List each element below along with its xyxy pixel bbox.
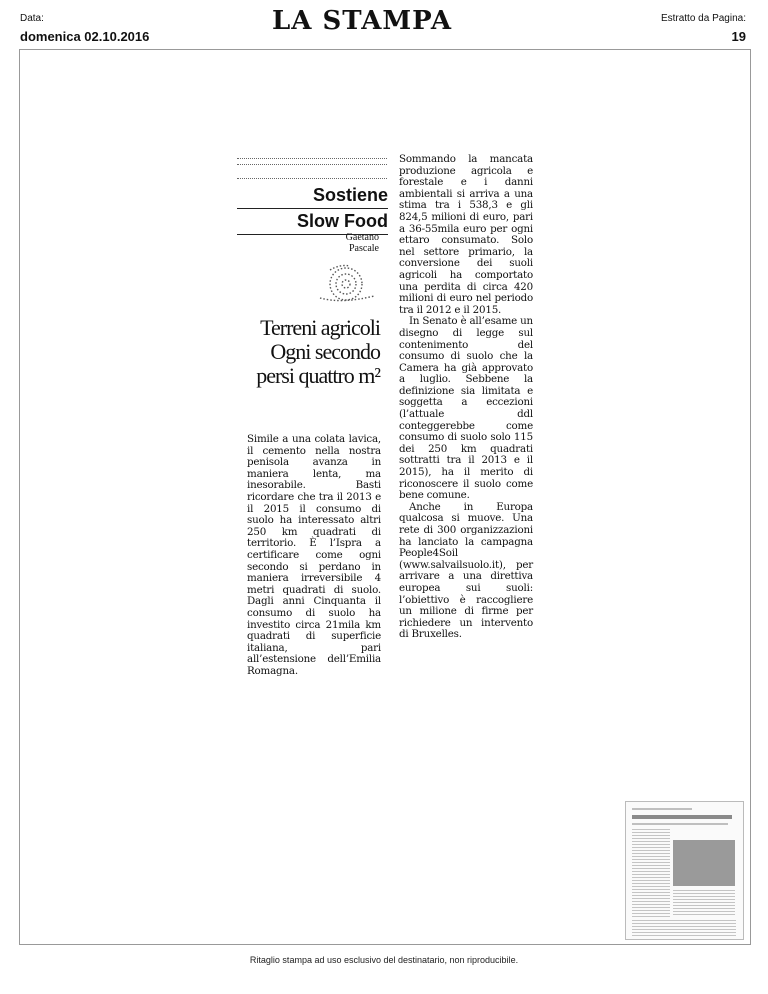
- thumbnail-text-line: [632, 823, 728, 825]
- thumbnail-column: [632, 920, 736, 936]
- dotted-rule: [237, 164, 387, 167]
- column-tag-line1: Sostiene: [237, 183, 388, 209]
- page-number: 19: [731, 29, 746, 44]
- article-paragraph: In Senato è all’esame un disegno di legge sul contenimento del consumo di suolo che la Camera ha già approvato a luglio. Sebbene la definizione sia limitata e soggetta a eccezioni (l’attuale ddl conteggerebbe come consumo di suolo solo 115 dei 250 km quadrati sottratti tra il 2013 e il 2015), ha il merito di riconoscere il suolo come bene comune.: [399, 315, 533, 502]
- page-label: Estratto da Pagina:: [660, 13, 746, 24]
- headline-line3: persi quattro m²: [256, 363, 380, 388]
- headline-line2: Ogni secondo: [270, 339, 380, 364]
- publication-date: domenica 02.10.2016: [20, 29, 150, 44]
- snail-icon: [312, 260, 382, 304]
- thumbnail-column: [673, 890, 735, 916]
- article-column-1: [247, 434, 381, 677]
- dotted-rule: [237, 178, 387, 181]
- page-thumbnail: [625, 801, 744, 940]
- column-tag-line2: Slow Food: [237, 209, 388, 235]
- date-label: Data:: [20, 13, 44, 24]
- article-headline: [237, 316, 380, 388]
- thumbnail-text-line: [632, 808, 692, 810]
- thumbnail-photo: [673, 840, 735, 886]
- column-tag: [237, 183, 388, 235]
- article-column-2: [399, 154, 533, 641]
- reproduction-notice: Ritaglio stampa ad uso esclusivo del destinatario, non riproducibile.: [249, 955, 519, 965]
- article-paragraph: Sommando la mancata produzione agricola e forestale e i danni ambientali si arriva a una stima tra i 538,3 e gli 824,5 milioni di euro, pari a 36-55mila euro per ogni ettaro consumato. Solo nel settore primario, la conversione dei suoli agricoli ha comportato una perdita di circa 420 milioni di euro nel periodo tra il 2012 e il 2015.: [399, 153, 533, 316]
- thumbnail-headline: [632, 815, 732, 819]
- article-paragraph: Simile a una colata lavica, il cemento nella nostra penisola avanza in maniera lenta, ma inesorabile. Basti ricordare che tra il 2013 e il 2015 il consumo di suolo ha interessato altri 250 km quadrati di territorio. È l’Ispra a certificare come ogni secondo si perdano in maniera irreversibile 4 metri quadrati di suolo. Dagli anni Cinquanta il consumo di suolo ha investito circa 21mila km quadrati di superficie italiana, pari all’estensione dell’Emilia Romagna.: [247, 433, 381, 677]
- newspaper-masthead: LA STAMPA: [272, 6, 452, 36]
- thumbnail-column: [632, 829, 670, 919]
- author-first-name: Gaetano: [345, 232, 379, 243]
- dotted-rule: [237, 158, 387, 161]
- article-paragraph: Anche in Europa qualcosa si muove. Una rete di 300 organizzazioni ha lanciato la campagna People4Soil (www.salvailsuolo.it), per arrivare a una direttiva europea sui suoli: l’obiettivo è raccogliere un milione di firme per richiedere un intervento di Bruxelles.: [399, 500, 533, 641]
- author-last-name: Pascale: [349, 243, 379, 254]
- author-byline: [300, 232, 379, 254]
- headline-line1: Terreni agricoli: [260, 315, 380, 340]
